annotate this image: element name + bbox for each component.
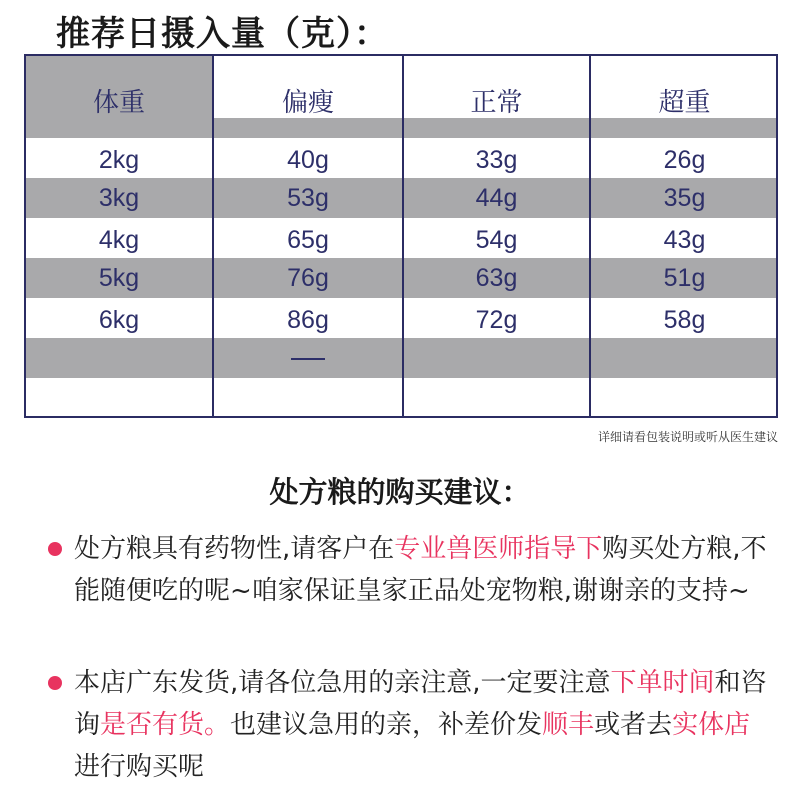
cell-overweight: 51g (663, 264, 706, 292)
paragraph-text: 本店广东发货,请各位急用的亲注意,一定要注意 (74, 668, 611, 698)
row-band (26, 338, 776, 378)
cell-thin: 53g (287, 184, 329, 212)
paragraph-text: 也建议急用的亲，补差价发 (230, 710, 543, 740)
cell-normal: 33g (475, 146, 518, 174)
cell-weight: 2kg (98, 146, 140, 174)
header-overweight: 超重 (658, 88, 711, 118)
header-weight: 体重 (92, 88, 145, 118)
cell-overweight: 58g (663, 306, 706, 334)
page-title: 推荐日摄入量（克）： (56, 14, 389, 54)
empty-dash (291, 358, 325, 360)
bullet-dot (48, 542, 62, 556)
section-title: 处方粮的购买建议： (269, 475, 531, 509)
cell-overweight: 26g (663, 146, 706, 174)
cell-normal: 72g (475, 306, 518, 334)
paragraph-text: 进行购买呢 (74, 752, 205, 782)
highlight-text: 是否有货。 (100, 710, 231, 740)
cell-normal: 63g (475, 264, 518, 292)
paragraph-text: 和咨询 (74, 668, 767, 740)
paragraph-text: 购买处方粮,不能随便吃的呢~咱家保证皇家正品处宠物粮,谢谢亲的支持~ (74, 534, 767, 606)
cell-normal: 54g (475, 226, 518, 254)
cell-normal: 44g (475, 184, 518, 212)
cell-weight: 3kg (98, 184, 140, 212)
cell-weight: 4kg (98, 226, 140, 254)
cell-thin: 86g (287, 306, 329, 334)
cell-overweight: 35g (663, 184, 706, 212)
cell-thin: 65g (287, 226, 329, 254)
highlight-text: 下单时间 (610, 668, 715, 698)
highlight-text: 实体店 (672, 710, 751, 740)
header-band-strip (214, 118, 778, 138)
header-thin: 偏瘦 (281, 88, 334, 118)
paragraph-1 (74, 528, 774, 612)
paragraph-text: 处方粮具有药物性,请客户在 (74, 534, 395, 564)
cell-overweight: 43g (663, 226, 706, 254)
header-normal: 正常 (470, 88, 523, 118)
intake-table (24, 54, 778, 418)
cell-weight: 5kg (98, 264, 140, 292)
paragraph-2 (74, 662, 774, 788)
cell-thin: 76g (287, 264, 329, 292)
bullet-dot (48, 676, 62, 690)
paragraph-text: 或者去 (594, 710, 673, 740)
advice-note: 详细请看包装说明或听从医生建议 (597, 430, 778, 444)
cell-thin: 40g (287, 146, 329, 174)
cell-weight: 6kg (98, 306, 140, 334)
highlight-text: 顺丰 (542, 710, 595, 740)
highlight-text: 专业兽医师指导下 (394, 534, 603, 564)
